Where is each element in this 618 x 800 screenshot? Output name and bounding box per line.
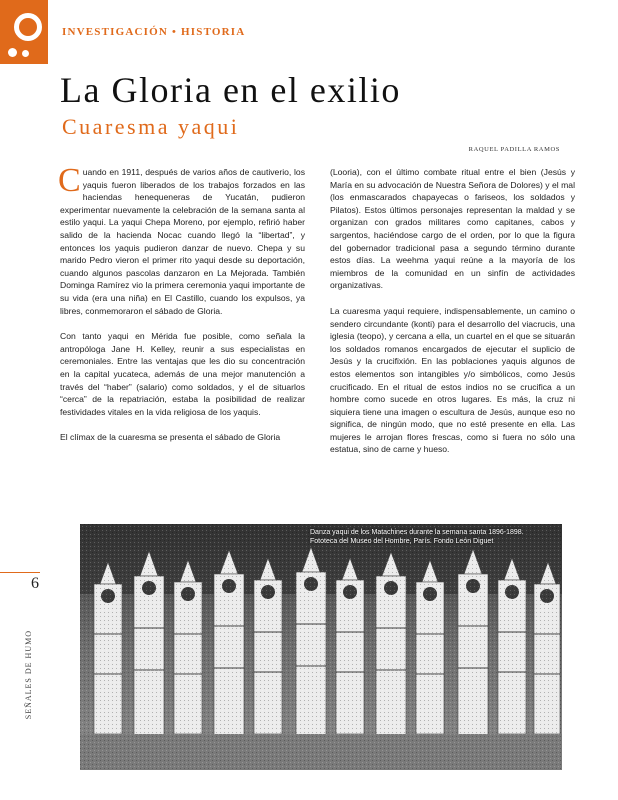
section-label: INVESTIGACIÓN • HISTORIA xyxy=(62,26,246,38)
photo-caption: Danza yaqui de los Matachines durante la semana santa 1896-1898. Fototeca del Museo del Hombre, París. Fondo León Diguet xyxy=(310,529,524,545)
article-paragraph: La cuaresma yaqui requiere, indispensablemente, un camino o sendero circundante (konti) para el desarrollo del viacrucis, una iglesia (teopo), y cercana a ella, un cuartel en el que se situarán los soldados romanos encargados de ejecutar el suplicio de Jesús y la crucifixión. En las poblaciones yaquis algunos de estos elementos son intangibles y/o simbólicos, como Jesús crucificado. En el ritual de estos indios no se crucifica a un hombre como sucede en otros lugares. Es más, la cruz ni siquiera tiene una imagen o escultura de Jesús, aunque eso no significa, de ningún modo, que no esté presente en ella. Las mujeres le arrojan flores frescas, como si fuera no sólo una estatua, sino de carne y hueso. xyxy=(330,305,575,455)
article-column-left xyxy=(58,162,305,457)
historical-photo xyxy=(80,524,562,770)
logo-ring-shape xyxy=(14,13,42,41)
sidebar-divider xyxy=(0,572,40,573)
article-paragraph xyxy=(58,162,305,317)
article-title: La Gloria en el exilio xyxy=(60,70,401,110)
logo-dot-shape xyxy=(8,48,17,57)
article-column-right xyxy=(330,166,575,469)
article-paragraph: (Looria), con el último combate ritual entre el bien (Jesús y María en su advocación de Nuestra Señora de Dolores) y el mal (los enmascarados chapayecas o fariseos, los soldados y Pilatos). Estos últimos personajes representan la maldad y se organizan con grados militares como capitanes, cabos y sargentos, haciéndose cargo de el orden, por lo que la figura del gobernador tradicional pasa a segundo término durante estos días. La weehma yaqui reúne a la mayoría de los miembros de la comunidad en un sinfín de actividades organizativas. xyxy=(330,167,575,291)
article-paragraph: El clímax de la cuaresma se presenta el sábado de Gloria xyxy=(60,432,281,443)
article-subtitle: Cuaresma yaqui xyxy=(62,114,240,139)
page-number: 6 xyxy=(31,575,39,592)
author-byline: RAQUEL PADILLA RAMOS xyxy=(468,146,560,153)
article-paragraph: Con tanto yaqui en Mérida fue posible, como señala la antropóloga Jane H. Kelley, reunir a sus especialistas en ceremoniales. Entre las ventajas que les dio su concentración en la capital yucateca, además de una mejor manutención a través del “haber” (salario) como soldados, y el de situarlos “cerca” de la repatriación, estaba la posibilidad de realizar festividades vitales en la vida religiosa de los yaquis. xyxy=(60,331,305,417)
magazine-name: SEÑALES DE HUMO xyxy=(24,630,33,720)
drop-cap: C xyxy=(58,162,81,199)
magazine-logo xyxy=(0,0,48,64)
dancers-photo-image xyxy=(80,524,562,770)
logo-dot-small-shape xyxy=(22,50,29,57)
paragraph-text: uando en 1911, después de varios años de cautiverio, los yaquis fueron liberados de los trabajos forzados en las haciendas henequeneras de Yucatán, pudieron experimentar nuevamente la celebración de la semana santa al estilo yaqui. La yaqui Chepa Moreno, por ejemplo, refirió haber salido de la hacienda Nocac cuando llegó la “libertad”, y entonces los yaquis pudieron danzar de nuevo. Chepa y su marido Pedro vieron el primer rito yaqui desde su deportación, cuando algunos pascolas danzaron en La Mejorada. También Dominga Ramírez vio la primera ceremonia yaqui importante de su vida (era una niña) en El Castillo, cuando los expulsos, ya libres, conmemoraron el sábado de Gloria. xyxy=(60,167,305,316)
